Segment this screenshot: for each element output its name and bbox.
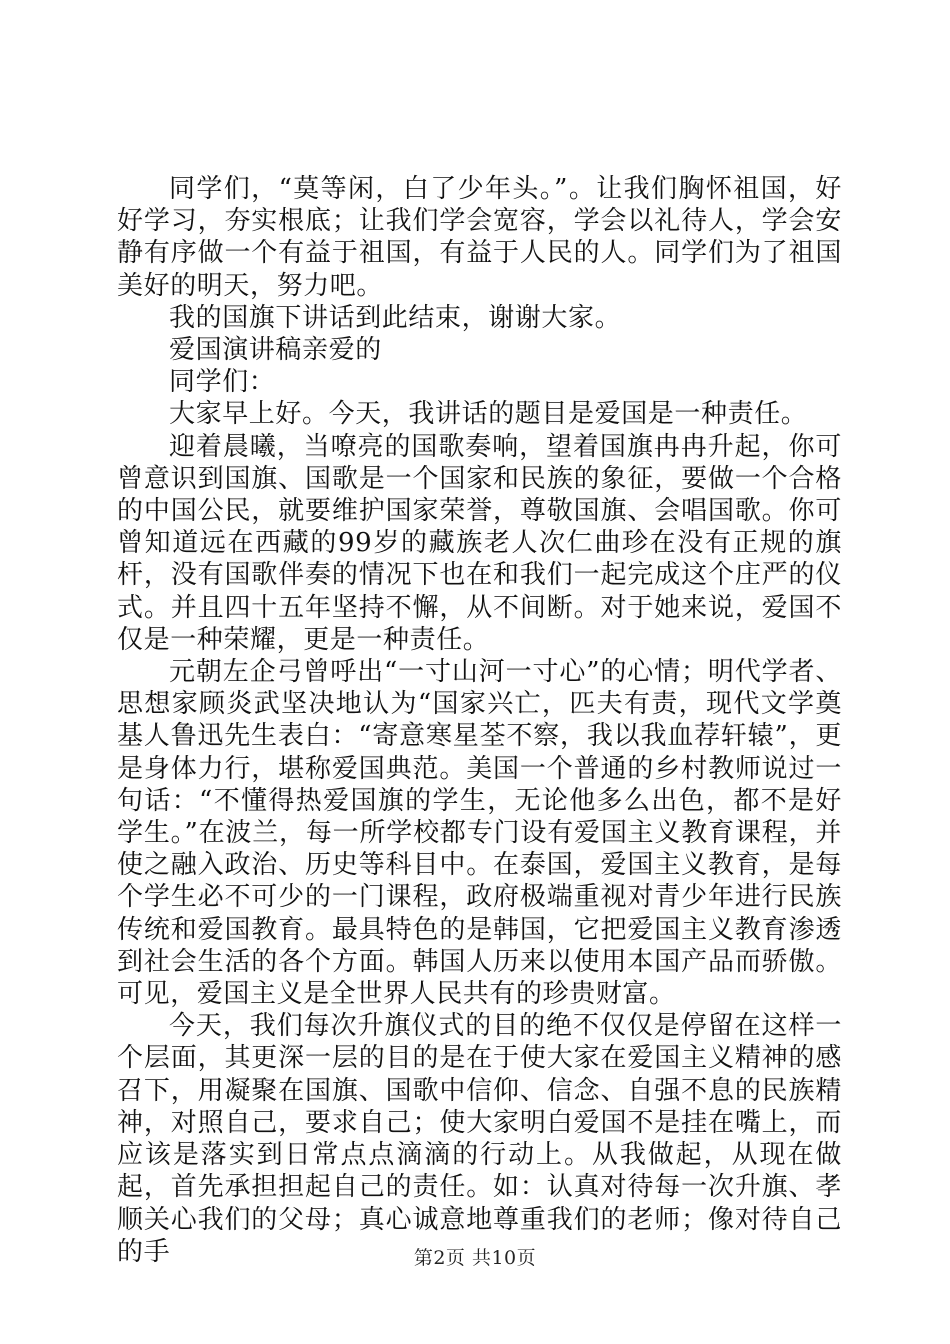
paragraph: 爱国演讲稿亲爱的 <box>169 335 382 366</box>
paragraph: 同学们： <box>169 367 276 398</box>
paragraph: 我的国旗下讲话到此结束，谢谢大家。 <box>169 302 622 333</box>
paragraph: 今天，我们每次升旗仪式的目的绝不仅仅是停留在这样一个层面，其更深一层的目的是在于使大家在爱国主义精神的感召下，用凝聚在国旗、国歌中信仰、信念、自强不息的民族精神，对照自己，要求自己；使大家明白爱国不是挂在嘴上，而应该是落实到日常点点滴滴的行动上。从我做起，从现在做起，首先承担担起自己的责任。如：认真对待每一次升旗、孝顺关心我们的父母；真心诚意地尊重我们的老师；像对待自己的手 <box>117 1011 842 1267</box>
paragraph: 大家早上好。今天，我讲话的题目是爱国是一种责任。 <box>169 399 808 430</box>
paragraph: 元朝左企弓曾呼出“一寸山河一寸心”的心情；明代学者、思想家顾炎武坚决地认为“国家兴亡，匹夫有责，现代文学奠基人鲁迅先生表白：“寄意寒星荃不察，我以我血荐轩辕”，更是身体力行，堪称爱国典范。美国一个普通的乡村教师说过一句话：“不懂得热爱国旗的学生，无论他多么出色，都不是好学生。”在波兰，每一所学校都专门设有爱国主义教育课程，并使之融入政治、历史等科目中。在泰国，爱国主义教育，是每个学生必不可少的一门课程，政府极端重视对青少年进行民族传统和爱国教育。最具特色的是韩国，它把爱国主义教育渗透到社会生活的各个方面。韩国人历来以使用本国产品而骄傲。可见，爱国主义是全世界人民共有的珍贵财富。 <box>117 657 842 1010</box>
paragraph: 迎着晨曦，当嘹亮的国歌奏响，望着国旗冉冉升起，你可曾意识到国旗、国歌是一个国家和民族的象征，要做一个合格的中国公民，就要维护国家荣誉，尊敬国旗、会唱国歌。你可曾知道远在西藏的99岁的藏族老人次仁曲珍在没有正规的旗杆，没有国歌伴奏的情况下也在和我们一起完成这个庄严的仪式。并且四十五年坚持不懈，从不间断。对于她来说，爱国不仅是一种荣耀，更是一种责任。 <box>117 431 842 655</box>
page-number: 第2页 共10页 <box>413 1247 537 1269</box>
paragraph: 同学们，“莫等闲，白了少年头。”。让我们胸怀祖国，好好学习，夯实根底；让我们学会宽容，学会以礼待人，学会安静有序做一个有益于祖国，有益于人民的人。同学们为了祖国美好的明天，努力吧。 <box>117 174 842 301</box>
document-body <box>117 173 842 1268</box>
